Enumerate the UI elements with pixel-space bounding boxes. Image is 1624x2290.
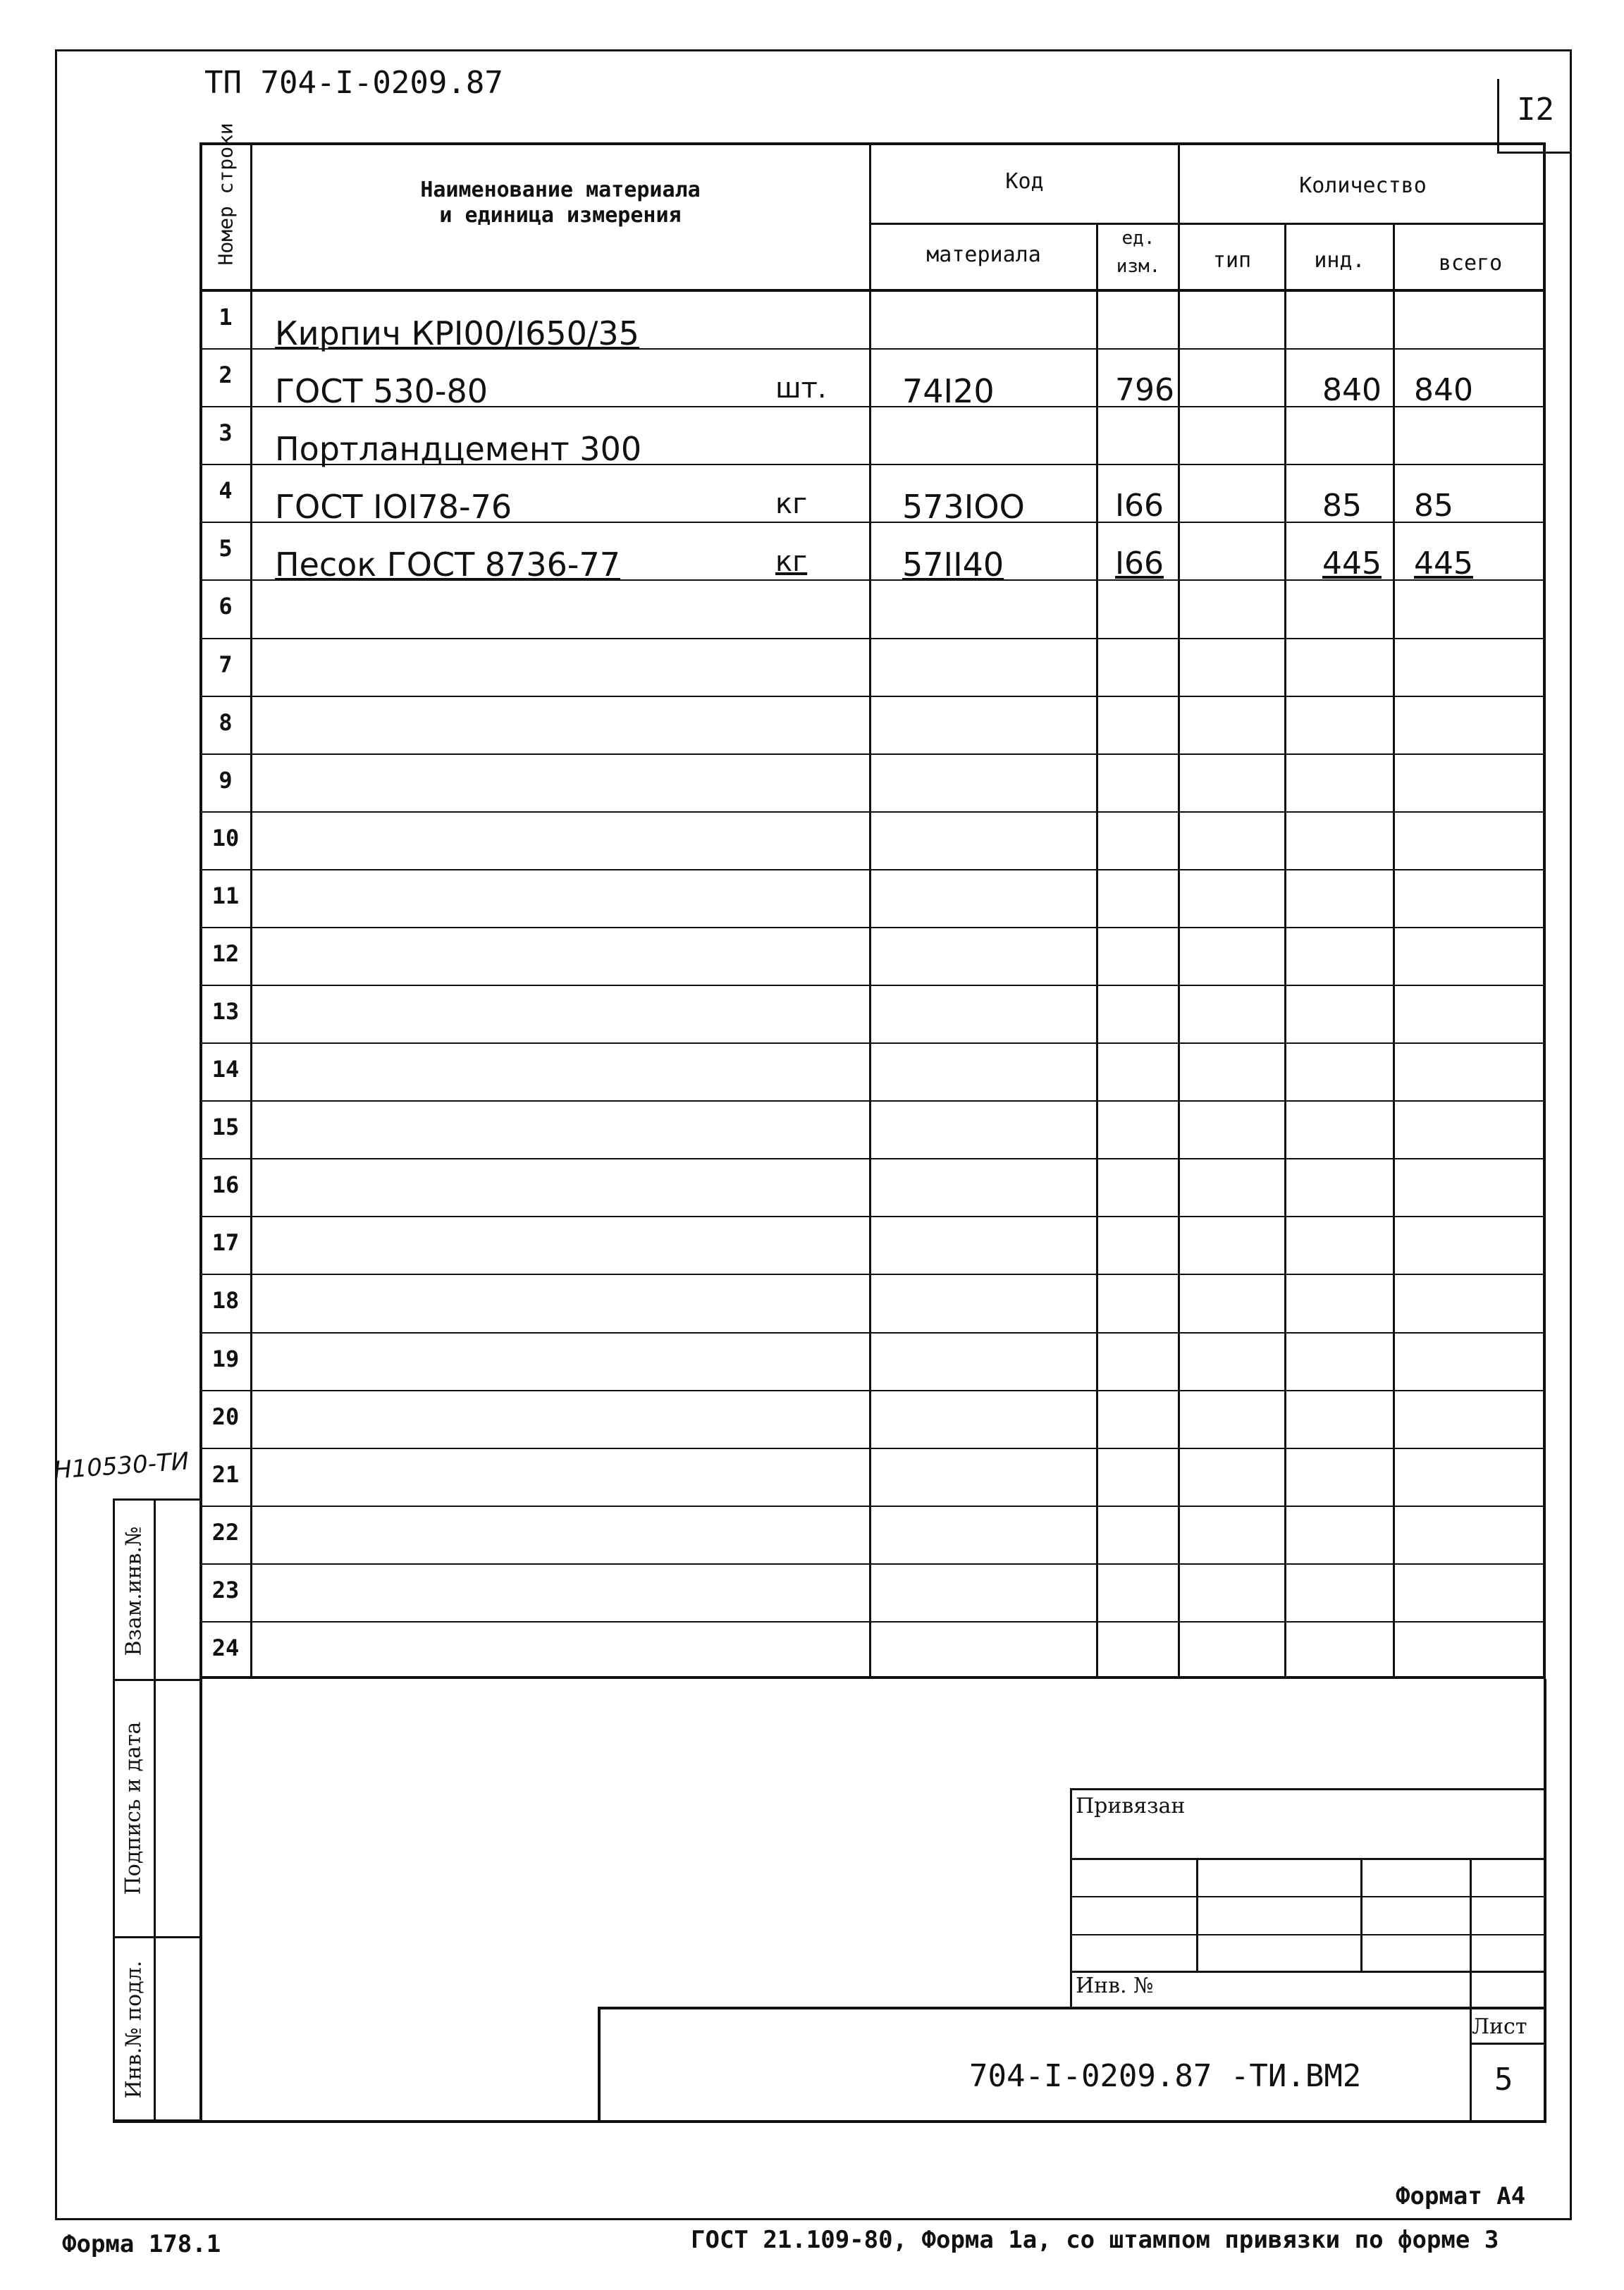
row-name: Портландцемент 300	[275, 430, 642, 469]
row-qty-ind: 85	[1322, 488, 1362, 524]
header-quantity: Количество	[1299, 173, 1427, 198]
label-inv-vzam: Взам.инв.№	[121, 1526, 147, 1656]
header-code-unit: ед. изм.	[1116, 228, 1161, 277]
row-number: 24	[211, 1634, 240, 1661]
row-unit-code: 796	[1115, 372, 1174, 409]
stamp-designation: 704-I-0209.87 -ТИ.ВМ2	[969, 2058, 1362, 2094]
header-qty-type: тип	[1212, 248, 1252, 273]
row-divider	[199, 927, 1546, 928]
row-number: 9	[219, 766, 233, 794]
stamp-sheet-label: Лист	[1472, 2014, 1527, 2039]
row-number: 8	[219, 708, 233, 736]
stamp-sheet-value: 5	[1494, 2062, 1513, 2098]
row-divider	[199, 1621, 1546, 1623]
row-number: 3	[219, 419, 233, 447]
row-number: 16	[211, 1171, 240, 1199]
row-divider	[199, 464, 1546, 465]
row-divider	[199, 1448, 1546, 1449]
label-inv-podl: Инв.№ подл.	[121, 1960, 147, 2099]
row-number: 14	[211, 1056, 240, 1083]
row-divider	[199, 1563, 1546, 1565]
row-number: 6	[219, 593, 233, 620]
row-name: ГОСТ 530-80	[275, 372, 488, 411]
row-divider	[199, 1042, 1546, 1044]
row-divider	[199, 1332, 1546, 1334]
label-sign-date: Подпись и дата	[121, 1721, 146, 1895]
row-divider	[199, 348, 1546, 350]
row-number: 17	[211, 1229, 240, 1257]
row-divider	[199, 985, 1546, 986]
stamp-privyazan: Привязан	[1076, 1794, 1186, 1818]
row-name: Песок ГОСТ 8736-77	[275, 546, 621, 584]
row-divider	[199, 696, 1546, 697]
row-number: 18	[211, 1287, 240, 1315]
row-divider	[199, 811, 1546, 813]
handwritten-note: Н10530-ТИ	[52, 1447, 190, 1485]
row-qty-total: 445	[1414, 546, 1473, 582]
row-divider	[199, 1158, 1546, 1159]
row-number: 21	[211, 1460, 240, 1488]
row-number: 12	[211, 940, 240, 967]
row-material-code: 573IOO	[902, 488, 1025, 527]
row-qty-total: 840	[1414, 372, 1473, 409]
row-unit: кг	[775, 488, 808, 521]
header-name: Наименование материала и единица измерения	[420, 178, 701, 228]
row-number: 20	[211, 1403, 240, 1430]
row-number: 7	[219, 651, 233, 678]
row-qty-total: 85	[1414, 488, 1453, 524]
row-divider	[199, 1506, 1546, 1507]
row-divider	[199, 522, 1546, 523]
row-divider	[199, 1274, 1546, 1275]
row-qty-ind: 445	[1322, 546, 1382, 582]
row-divider	[199, 1216, 1546, 1217]
row-number: 22	[211, 1518, 240, 1546]
row-name: Кирпич КРI00/I650/35	[275, 314, 639, 353]
row-number: 13	[211, 998, 240, 1026]
row-name: ГОСТ IOI78-76	[275, 488, 512, 527]
page-number: I2	[1517, 92, 1554, 128]
row-unit-code: I66	[1115, 488, 1164, 524]
row-number: 4	[219, 477, 233, 505]
row-divider	[199, 753, 1546, 755]
row-number: 2	[219, 362, 233, 389]
header-qty-ind: инд.	[1314, 248, 1365, 273]
stamp-inv-no: Инв. №	[1076, 1974, 1154, 1998]
header-qty-total: всего	[1438, 251, 1503, 276]
row-divider	[199, 1100, 1546, 1102]
footer-gost: ГОСТ 21.109-80, Форма 1а, со штампом привязки по форме 3	[691, 2226, 1499, 2254]
row-divider	[199, 869, 1546, 870]
row-unit-code: I66	[1115, 546, 1164, 582]
header-code-material: материала	[926, 242, 1041, 267]
row-divider	[199, 638, 1546, 639]
row-material-code: 57II40	[902, 546, 1004, 584]
row-number: 10	[211, 824, 240, 851]
row-divider	[199, 1390, 1546, 1391]
row-number: 19	[211, 1345, 240, 1372]
row-number: 23	[211, 1576, 240, 1603]
row-number: 1	[219, 304, 233, 331]
row-material-code: 74I20	[902, 372, 995, 411]
row-number: 5	[219, 535, 233, 562]
row-unit: кг	[775, 546, 808, 579]
row-number: 11	[211, 882, 240, 909]
row-number: 15	[211, 1114, 240, 1141]
row-divider	[199, 406, 1546, 407]
footer-form-number: Форма 178.1	[62, 2230, 221, 2258]
header-code: Код	[1005, 169, 1044, 194]
row-divider	[199, 579, 1546, 581]
row-qty-ind: 840	[1322, 372, 1382, 409]
document-title: ТП 704-I-0209.87	[204, 65, 503, 101]
row-unit: шт.	[775, 372, 827, 405]
format-label: Формат А4	[1396, 2182, 1526, 2210]
header-row-number: Номер строки	[214, 123, 238, 266]
